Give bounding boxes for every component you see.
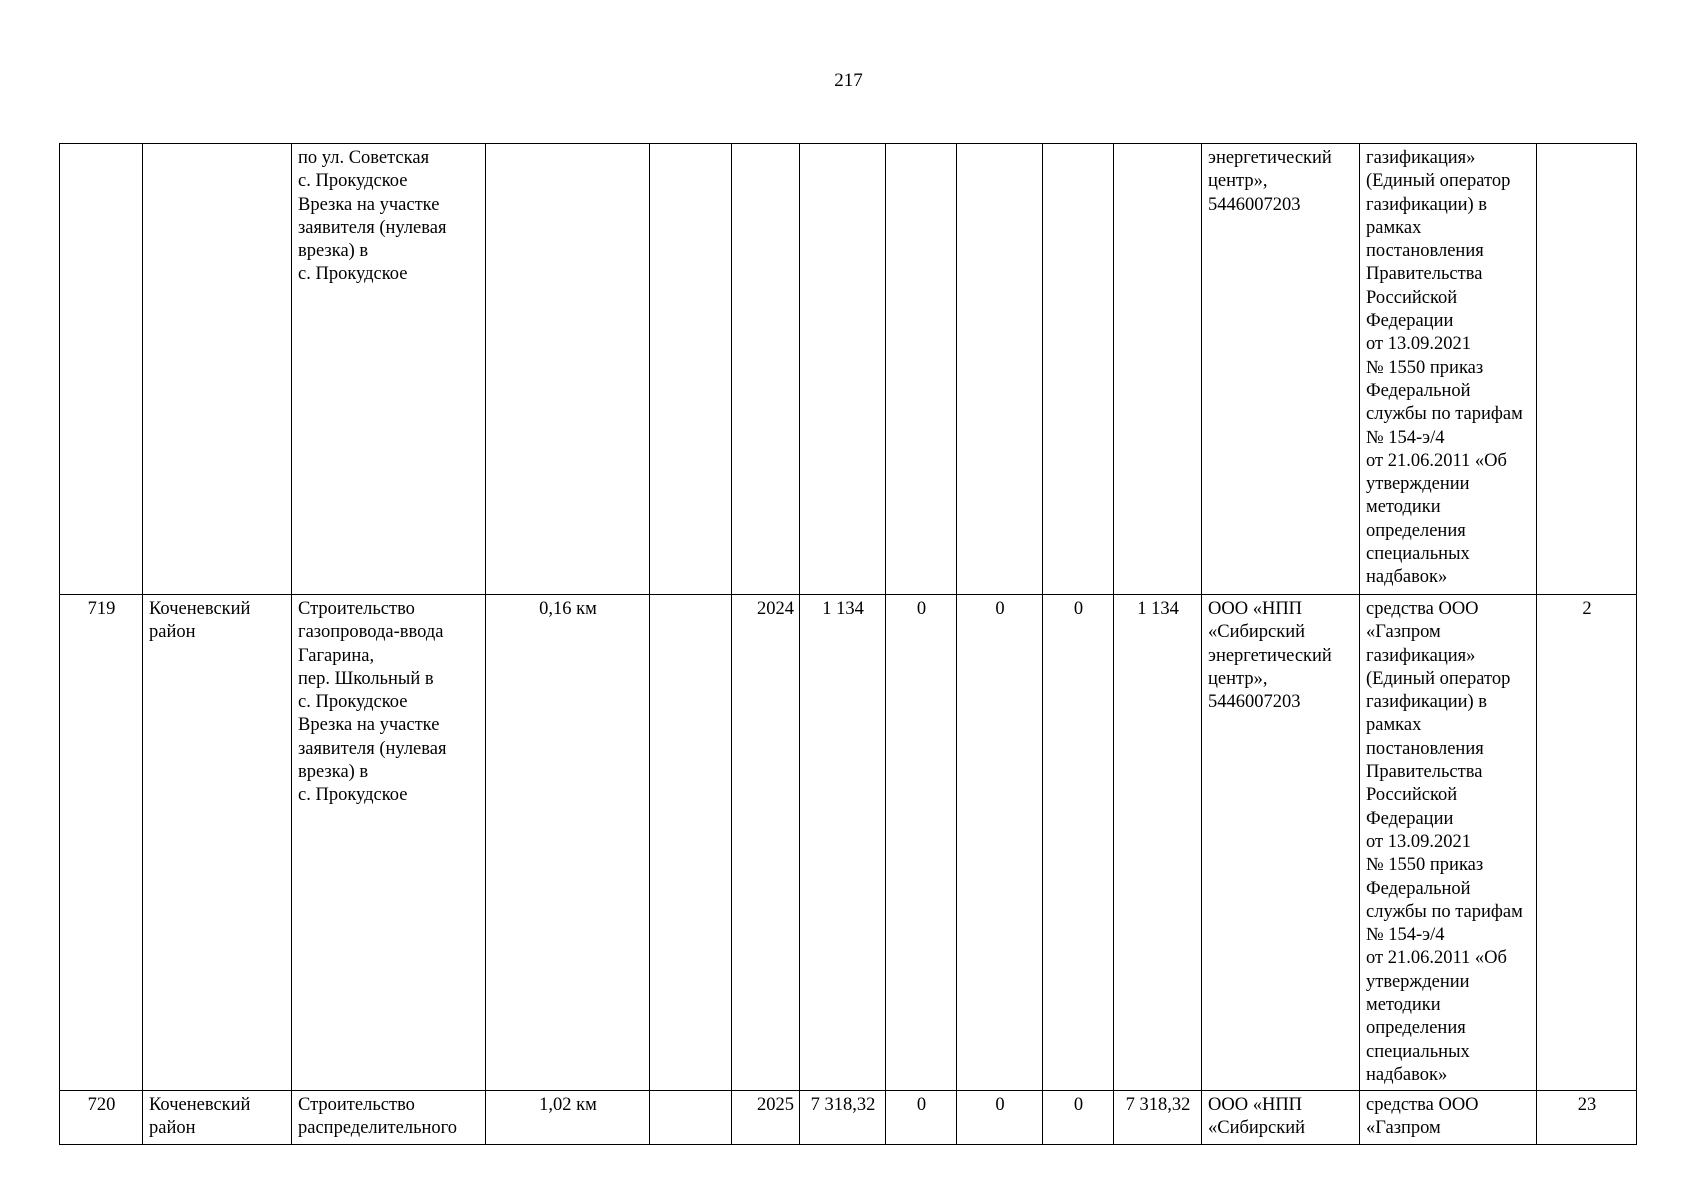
- cell-value-3: 0: [1043, 1091, 1114, 1145]
- cell-value-2: 0: [957, 1091, 1043, 1145]
- cell-value-3: [1043, 144, 1114, 595]
- cell-value-1: [886, 144, 957, 595]
- cell-value-2: 0: [957, 595, 1043, 1091]
- cell-funding-source: средства ООО «Газпром газификация» (Единый оператор газификации) в рамках постановления Правительства Российской Федерации от 13.09.2021 № 1550 приказ Федеральной службы по тарифам № 154-э/4 от 21.06.2011 «Об утверждении методики определения специальных надбавок»: [1360, 595, 1537, 1091]
- cell-last: 2: [1537, 595, 1637, 1091]
- cell-no: 719: [60, 595, 143, 1091]
- cell-value-4: 1 134: [1114, 595, 1202, 1091]
- cell-object: Строительство газопровода-ввода Гагарина, пер. Школьный в с. Прокудское Врезка на участке заявителя (нулевая врезка) в с. Прокудское: [292, 595, 486, 1091]
- cell-executor: ООО «НПП «Сибирский: [1202, 1091, 1360, 1145]
- table-row: [60, 595, 1637, 1091]
- cell-district: [143, 144, 292, 595]
- cell-no: [60, 144, 143, 595]
- cell-last: [1537, 144, 1637, 595]
- cell-object: Строительство распределительного: [292, 1091, 486, 1145]
- cell-funding-source: средства ООО «Газпром: [1360, 1091, 1537, 1145]
- cell-length: 0,16 км: [486, 595, 650, 1091]
- data-table: [59, 143, 1637, 1145]
- cell-value-2: [957, 144, 1043, 595]
- cell-value-4: [1114, 144, 1202, 595]
- cell-empty: [650, 144, 732, 595]
- cell-year: [732, 144, 800, 595]
- cell-value-1: 0: [886, 595, 957, 1091]
- page-number: 217: [834, 70, 863, 91]
- cell-value-1: 0: [886, 1091, 957, 1145]
- cell-object: по ул. Советская с. Прокудское Врезка на участке заявителя (нулевая врезка) в с. Прокудское: [292, 144, 486, 595]
- table-row: [60, 144, 1637, 595]
- cell-funding-source: газификация» (Единый оператор газификации) в рамках постановления Правительства Российской Федерации от 13.09.2021 № 1550 приказ Федеральной службы по тарифам № 154-э/4 от 21.06.2011 «Об утверждении методики определения специальных надбавок»: [1360, 144, 1537, 595]
- cell-total: 7 318,32: [800, 1091, 886, 1145]
- cell-no: 720: [60, 1091, 143, 1145]
- cell-value-4: 7 318,32: [1114, 1091, 1202, 1145]
- cell-total: 1 134: [800, 595, 886, 1091]
- cell-last: 23: [1537, 1091, 1637, 1145]
- cell-value-3: 0: [1043, 595, 1114, 1091]
- cell-district: Коченевский район: [143, 1091, 292, 1145]
- table-row: [60, 1091, 1637, 1145]
- cell-district: Коченевский район: [143, 595, 292, 1091]
- cell-empty: [650, 1091, 732, 1145]
- cell-total: [800, 144, 886, 595]
- cell-executor: энергетический центр», 5446007203: [1202, 144, 1360, 595]
- cell-executor: ООО «НПП «Сибирский энергетический центр», 5446007203: [1202, 595, 1360, 1091]
- cell-year: 2025: [732, 1091, 800, 1145]
- cell-length: [486, 144, 650, 595]
- cell-year: 2024: [732, 595, 800, 1091]
- cell-length: 1,02 км: [486, 1091, 650, 1145]
- cell-empty: [650, 595, 732, 1091]
